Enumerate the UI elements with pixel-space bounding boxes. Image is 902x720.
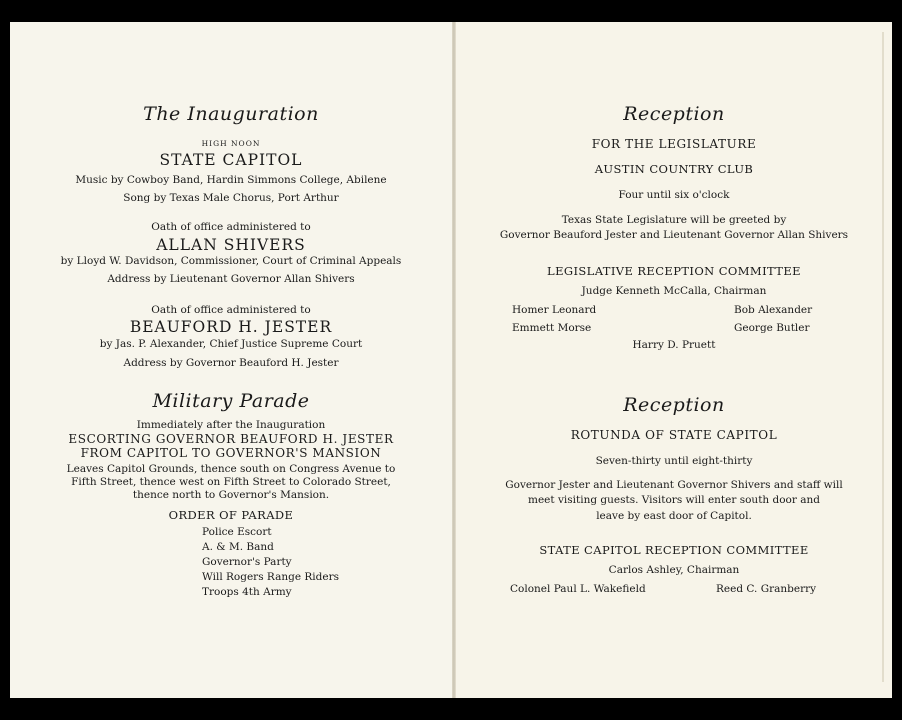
reception2-info-line3: leave by east door of Capitol.	[596, 510, 752, 522]
legislative-committee-heading: LEGISLATIVE RECEPTION COMMITTEE	[547, 264, 801, 278]
committee-member: Bob Alexander	[734, 304, 813, 316]
parade-route-line3: thence north to Governor's Mansion.	[132, 489, 330, 501]
parade-order-item: Troops 4th Army	[202, 586, 292, 598]
reception2-time: Seven-thirty until eight-thirty	[595, 455, 753, 467]
oath1-address: Address by Lieutenant Governor Allan Shivers	[107, 273, 355, 285]
reception2-info-line2: meet visiting guests. Visitors will enter south door and	[528, 494, 820, 506]
oath2-by: by Jas. P. Alexander, Chief Justice Supreme Court	[99, 338, 363, 350]
reception1-for: FOR THE LEGISLATURE	[591, 137, 757, 151]
parade-order-item: A. & M. Band	[202, 541, 274, 553]
reception2-heading: Reception	[623, 394, 725, 416]
committee-member: George Butler	[734, 322, 810, 334]
order-of-parade-heading: ORDER OF PARADE	[168, 508, 294, 522]
oath2-address: Address by Governor Beauford H. Jester	[123, 357, 339, 369]
inauguration-song: Song by Texas Male Chorus, Port Arthur	[123, 192, 339, 204]
legislative-committee-chairman: Judge Kenneth McCalla, Chairman	[581, 285, 767, 297]
reception2-place: ROTUNDA OF STATE CAPITOL	[570, 428, 778, 442]
oath1-name: ALLAN SHIVERS	[156, 236, 306, 254]
parade-heading: Military Parade	[152, 390, 310, 412]
oath1-intro: Oath of office administered to	[151, 221, 311, 233]
program-scan	[10, 22, 892, 698]
capitol-committee-chairman: Carlos Ashley, Chairman	[608, 564, 740, 576]
reception1-greet-line1: Texas State Legislature will be greeted by	[561, 214, 787, 226]
parade-timing: Immediately after the Inauguration	[136, 419, 326, 431]
parade-order-item: Police Escort	[202, 526, 272, 538]
capitol-committee-heading: STATE CAPITOL RECEPTION COMMITTEE	[539, 543, 809, 557]
reception1-heading: Reception	[623, 103, 725, 125]
parade-title-line1: ESCORTING GOVERNOR BEAUFORD H. JESTER	[68, 432, 394, 446]
committee-member: Homer Leonard	[512, 304, 597, 316]
committee-member: Emmett Morse	[512, 322, 592, 334]
reception1-greet-line2: Governor Beauford Jester and Lieutenant Governor Allan Shivers	[499, 229, 849, 241]
committee-member: Harry D. Pruett	[632, 339, 716, 351]
parade-order-item: Governor's Party	[202, 556, 292, 568]
reception1-place: AUSTIN COUNTRY CLUB	[594, 162, 754, 176]
reception2-info-line1: Governor Jester and Lieutenant Governor Shivers and staff will	[505, 479, 843, 491]
parade-route-line1: Leaves Capitol Grounds, thence south on Congress Avenue to	[66, 463, 396, 475]
right-page	[456, 22, 892, 698]
oath2-name: BEAUFORD H. JESTER	[129, 318, 333, 336]
oath2-intro: Oath of office administered to	[151, 304, 311, 316]
reception1-time: Four until six o'clock	[618, 189, 730, 201]
parade-title-line2: FROM CAPITOL TO GOVERNOR'S MANSION	[80, 446, 382, 460]
inauguration-time: HIGH NOON	[201, 139, 261, 148]
parade-order-item: Will Rogers Range Riders	[202, 571, 339, 583]
oath1-by: by Lloyd W. Davidson, Commissioner, Court of Criminal Appeals	[60, 255, 402, 267]
inauguration-location: STATE CAPITOL	[159, 151, 303, 169]
left-page	[10, 22, 452, 698]
inauguration-music: Music by Cowboy Band, Hardin Simmons College, Abilene	[75, 174, 387, 186]
inauguration-heading: The Inauguration	[143, 103, 319, 125]
committee-member: Reed C. Granberry	[716, 583, 817, 595]
parade-route-line2: Fifth Street, thence west on Fifth Street to Colorado Street,	[71, 476, 391, 488]
committee-member: Colonel Paul L. Wakefield	[510, 583, 646, 595]
page-edge	[882, 32, 884, 682]
